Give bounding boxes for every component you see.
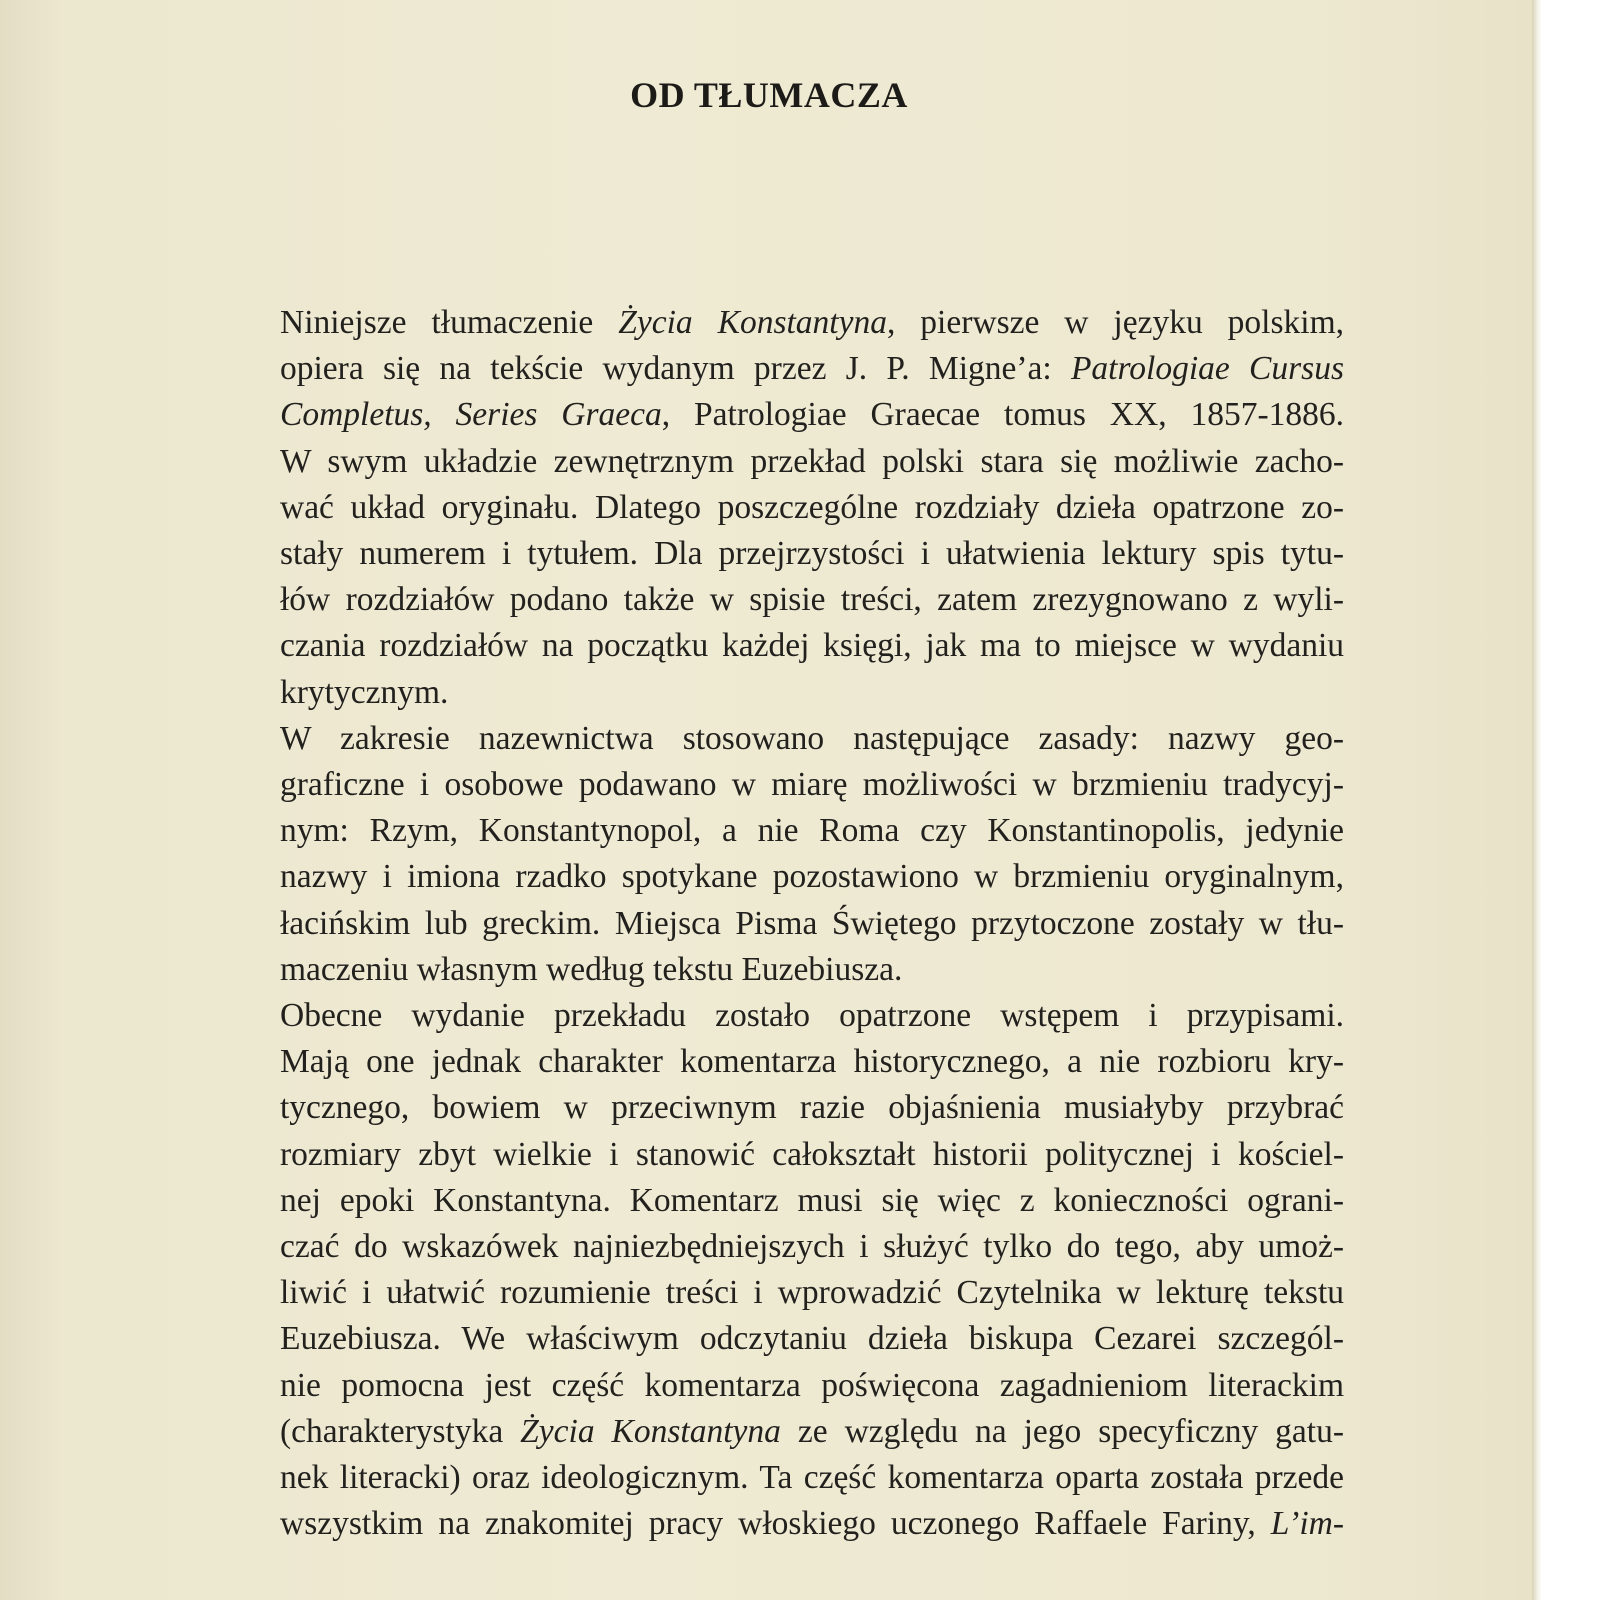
text-line: nej epoki Konstantyna. Komentarz musi się więc z konieczności ograni- <box>280 1181 1344 1219</box>
text-line: czania rozdziałów na początku każdej księgi, jak ma to miejsce w wydaniu <box>280 627 1344 665</box>
text-line: nek literacki) oraz ideologicznym. Ta część komentarza oparta została przede <box>280 1459 1344 1497</box>
body-text <box>236 300 1344 1547</box>
text-line: stały numerem i tytułem. Dla przejrzystości i ułatwienia lektury spis tytu- <box>280 535 1344 573</box>
text-line: Niniejsze tłumaczenie Życia Konstantyna, pierwsze w języku polskim, <box>280 304 1345 341</box>
text-line: (charakterystyka Życia Konstantyna ze względu na jego specyficzny gatu- <box>280 1412 1344 1450</box>
page-title: OD TŁUMACZA <box>630 75 908 115</box>
text-line: opiera się na tekście wydanym przez J. P. Migne’a: Patrologiae Cursus <box>280 350 1344 388</box>
text-line: łów rozdziałów podano także w spisie treści, zatem zrezygnowano z wyli- <box>280 581 1344 619</box>
text-line: rozmiary zbyt wielkie i stanowić całokształt historii politycznej i kościel- <box>280 1135 1344 1173</box>
italic-title: Życia Konstantyna <box>618 304 887 341</box>
paragraph <box>236 716 1344 993</box>
text-line: krytycznym. <box>280 673 449 711</box>
text-line: liwić i ułatwić rozumienie treści i wprowadzić Czytelnika w lekturę tekstu <box>280 1274 1344 1312</box>
text-line: W zakresie nazewnictwa stosowano następujące zasady: nazwy geo- <box>280 719 1344 757</box>
text-line: Completus, Series Graeca, Patrologiae Graecae tomus XX, 1857-1886. <box>280 396 1344 434</box>
page-edge <box>1532 0 1542 1600</box>
text-line: Mają one jednak charakter komentarza historycznego, a nie rozbioru kry- <box>280 1043 1344 1081</box>
text-line: wszystkim na znakomitej pracy włoskiego uczonego Raffaele Fariny, L’im- <box>280 1505 1344 1543</box>
text-line: Euzebiusza. We właściwym odczytaniu dzieła biskupa Cezarei szczegól- <box>280 1320 1344 1358</box>
text-line: nym: Rzym, Konstantynopol, a nie Roma czy Konstantinopolis, jedynie <box>280 812 1344 850</box>
text-line: maczeniu własnym według tekstu Euzebiusza. <box>280 950 903 988</box>
text-line: W swym układzie zewnętrznym przekład polski stara się możliwie zacho- <box>280 442 1344 480</box>
text-line: Obecne wydanie przekładu zostało opatrzone wstępem i przypisami. <box>280 997 1344 1035</box>
paragraph <box>236 300 1344 716</box>
italic-title: Życia Konstantyna <box>520 1412 781 1450</box>
paragraph <box>236 993 1344 1547</box>
italic-title: Patrologiae Cursus <box>1070 350 1344 388</box>
text-line: nazwy i imiona rzadko spotykane pozostawiono w brzmieniu oryginalnym, <box>280 858 1344 896</box>
text-line: wać układ oryginału. Dlatego poszczególne rozdziały dzieła opatrzone zo- <box>280 488 1344 526</box>
text-line: czać do wskazówek najniezbędniejszych i służyć tylko do tego, aby umoż- <box>280 1228 1344 1266</box>
italic-title: L’im- <box>1270 1505 1344 1543</box>
text-line: tycznego, bowiem w przeciwnym razie objaśnienia musiałyby przybrać <box>280 1089 1344 1127</box>
italic-title: Completus, Series Graeca <box>280 396 662 434</box>
text-line: łacińskim lub greckim. Miejsca Pisma Świętego przytoczone zostały w tłu- <box>280 904 1344 942</box>
text-line: graficzne i osobowe podawano w miarę możliwości w brzmieniu tradycyj- <box>280 766 1344 804</box>
text-line: nie pomocna jest część komentarza poświęcona zagadnieniom literackim <box>280 1366 1344 1404</box>
